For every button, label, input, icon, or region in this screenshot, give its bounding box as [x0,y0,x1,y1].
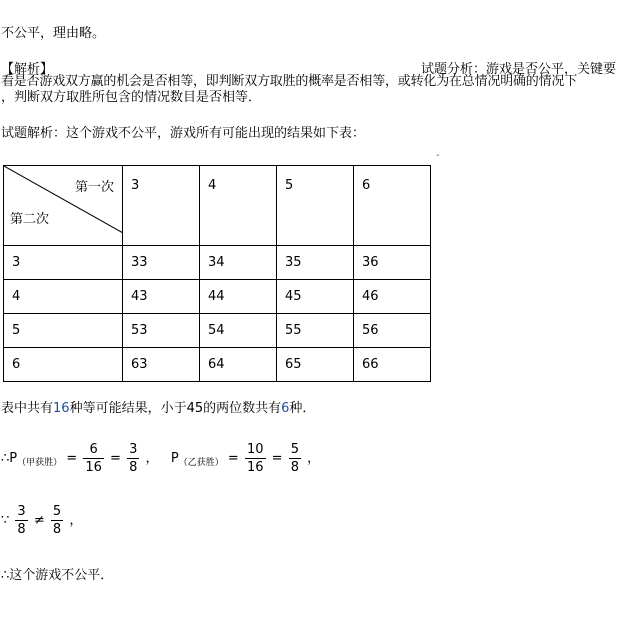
numerator: 10 [246,442,264,457]
summary-total: 16 [53,401,70,416]
table-cell: 65 [277,348,354,382]
table-cell: 33 [123,246,200,280]
table-cell: 55 [277,314,354,348]
fraction [15,503,27,538]
not-equal-sign: ≠ [33,513,45,528]
inequality-formula [1,503,82,538]
numerator: 3 [17,504,26,519]
table-row [4,314,431,348]
table-cell: 36 [354,246,431,280]
numerator: 5 [290,442,299,457]
table-cell: 35 [277,246,354,280]
table-cell: 63 [123,348,200,382]
table-cell: 34 [200,246,277,280]
comma: ， [307,451,321,466]
row-header: 5 [4,314,123,348]
analysis-head: 试题分析：游戏是否公平，关键要 [421,62,617,77]
fraction [51,503,63,538]
denominator: 8 [290,460,299,475]
prob-symbol: P [9,451,18,466]
denominator: 8 [17,522,26,537]
corner-first-label: 第一次 [74,180,114,195]
equals-sign: = [66,451,78,466]
equals-sign: = [271,451,283,466]
prob-subscript-a: （甲获胜） [17,458,63,468]
table-row [4,280,431,314]
comma: ， [145,451,159,466]
table-cell: 54 [200,314,277,348]
fraction [289,441,301,476]
equals-sign: = [110,451,121,466]
col-header: 6 [354,166,431,246]
row-header: 3 [4,246,123,280]
table-cell: 56 [354,314,431,348]
fraction [83,441,104,476]
outcome-table [3,165,431,382]
fraction [245,441,266,476]
table-cell: 64 [200,348,277,382]
table-row [4,348,431,382]
table-header-row [4,166,431,246]
analysis-line-3: ，判断双方取胜所包含的情况数目是否相等． [1,90,262,105]
summary-text: 表中共有 [1,401,54,416]
analysis-label: 【解析】 [1,62,54,77]
summary-count: 6 [281,401,290,416]
conclusion-line: ∴这个游戏不公平． [1,568,114,583]
denominator: 16 [85,460,102,475]
summary-threshold: 45 [186,401,204,416]
row-header: 6 [4,348,123,382]
denominator: 16 [246,460,264,475]
answer-line: 不公平，理由略。 [1,26,106,41]
table-cell: 66 [354,348,431,382]
table-cell: 46 [354,280,431,314]
prob-symbol: P [170,451,179,466]
probability-formula [1,441,320,476]
numerator: 5 [52,504,62,519]
summary-text: 的两位数共有 [203,401,282,416]
analysis-line-2: 看是否游戏双方赢的机会是否相等，即判断双方取胜的概率是否相等，或转化为在总情况明确的情况下 [1,74,578,89]
col-header: 4 [200,166,277,246]
table-cell: 43 [123,280,200,314]
equals-sign: = [227,451,239,466]
col-header: 5 [277,166,354,246]
prob-subscript-b: （乙获胜） [178,458,224,468]
row-header: 4 [4,280,123,314]
comma: ， [69,513,83,528]
corner-second-label: 第二次 [10,212,50,227]
corner-cell [4,166,123,246]
table-cell: 44 [200,280,277,314]
table-cell: 53 [123,314,200,348]
stray-mark: - [436,150,440,161]
table-row [4,246,431,280]
col-header: 3 [123,166,200,246]
numerator: 3 [129,442,138,457]
because-symbol: ∵ [1,513,10,528]
therefore-symbol: ∴ [1,451,10,466]
solution-intro: 试题解析：这个游戏不公平，游戏所有可能出现的结果如下表： [1,126,366,141]
denominator: 8 [129,460,138,475]
numerator: 6 [83,441,104,459]
summary-text: 种． [289,401,316,416]
table-cell: 45 [277,280,354,314]
summary-text: 种等可能结果，小于 [69,401,187,416]
summary-line [1,397,315,416]
fraction [127,441,139,476]
denominator: 8 [52,522,62,537]
